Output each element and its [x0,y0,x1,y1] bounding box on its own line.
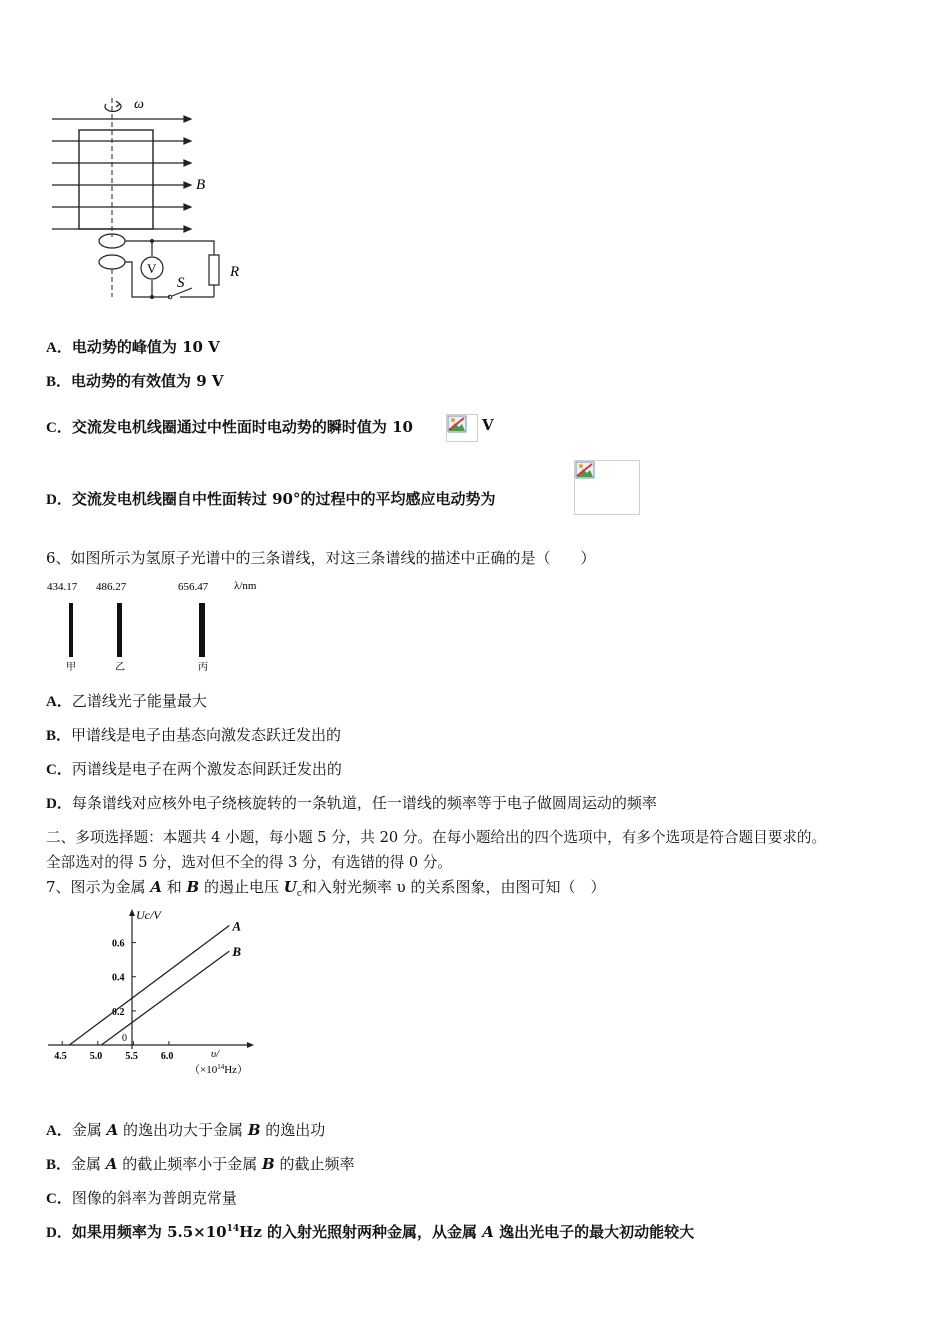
generator-circuit-figure [46,92,256,304]
spectrum-line-value-3: 656.47 [178,581,209,593]
series-label-b: B [232,944,242,960]
option-part: 图像的斜率为普朗克常量 [71,1189,237,1207]
q7-stem [46,876,606,899]
x-tick-label: 5.0 [89,1051,103,1062]
option-letter: B． [46,374,72,390]
y-tick-label: 0.4 [112,972,125,984]
option-letter: B． [46,1157,72,1173]
section2-instructions-line2: 全部选对的得 5 分，选对但不全的得 3 分，有选错的得 0 分。 [46,854,452,871]
coil [79,130,153,229]
spectrum-line-name-1: 甲 [66,662,76,673]
q6-option-b [46,724,341,745]
x-unit-part1: （×10 [189,1064,218,1076]
broken-image-formula-c [446,414,478,442]
resistor [209,255,219,285]
spectrum-line-value-2: 486.27 [96,581,127,593]
q7-stem-a: A [150,878,162,896]
omega-label: ω [134,97,144,112]
spectrum-line-name-2: 乙 [115,662,125,673]
q6-option-d [46,792,657,813]
spectrum-unit: λ/nm [234,580,257,592]
option-letter: C． [46,420,72,436]
x-axis-unit [189,1063,248,1076]
x-tick-label: 6.0 [160,1051,174,1062]
option-letter: D． [46,1225,72,1241]
option-letter: D． [46,492,72,508]
y-axis-arrow [129,909,135,916]
option-part: 逸出光电子的最大初动能较大 [493,1223,695,1241]
magnetic-field-lines [52,116,191,232]
origin-label: 0 [122,1033,127,1044]
option-part-italic: A [482,1223,494,1241]
q7-stem-uc: U [283,878,297,896]
option-part: 的截止频率 [274,1155,355,1173]
q7-option-a [46,1119,325,1140]
section2-instructions-line1: 二、多项选择题：本题共 4 小题，每小题 5 分，共 20 分。在每小题给出的四个选项中，有多个选项是符合题目要求的。 [46,829,827,846]
y-tick-label: 0.6 [112,938,125,950]
spectrum-line-value-1: 434.17 [47,581,78,593]
option-letter: A． [46,694,72,710]
q5-option-c-unit: V [482,416,494,434]
option-part: 金属 [71,1121,107,1139]
q5-option-a [46,336,220,357]
y-tick-label: 0.2 [112,1006,125,1018]
spectrum-line-bing [199,603,205,657]
slip-ring-lower [99,255,125,269]
option-part-italic: B [261,1155,275,1173]
q5-option-b [46,370,224,391]
option-part-italic: A [106,1121,119,1139]
x-axis-label: υ/ [211,1048,220,1060]
x-tick-label: 4.5 [54,1051,67,1062]
x-axis-arrow [247,1042,254,1048]
q6-stem: 6、如图所示为氢原子光谱中的三条谱线，对这三条谱线的描述中正确的是（ ） [46,549,596,567]
q6-option-a [46,690,207,711]
option-part: 的逸出功 [260,1121,326,1139]
x-tick-label: 5.5 [125,1051,138,1062]
spectrum-line-yi [117,603,122,657]
option-part-italic: A [105,1155,118,1173]
chart-series [69,919,241,1045]
option-text: 电动势的有效值为 9 V [71,372,224,390]
q5-option-c [46,416,413,437]
stopping-voltage-chart [40,905,280,1085]
q6-option-c [46,758,342,779]
switch-label: S [177,275,185,291]
q7-option-d [46,1221,694,1242]
option-part: 如果用频率为 5.5×10 [71,1223,227,1241]
circuit-wires [125,241,214,297]
spectrum-line-jia [69,603,73,657]
voltmeter-label: V [147,261,157,276]
x-unit-exp: 14 [217,1063,225,1071]
option-letter: D． [46,796,72,812]
option-part-italic: B [247,1121,261,1139]
x-unit-part2: Hz） [224,1064,249,1076]
q7-stem-post: 和入射光频率 υ 的关系图象，由图可知（ ） [301,878,606,896]
option-text: 甲谱线是电子由基态向激发态跃迁发出的 [71,726,342,744]
option-letter: A． [46,340,72,356]
q7-stem-mid2: 的遏止电压 [199,878,284,896]
broken-image-formula-d [574,460,640,515]
option-text: 乙谱线光子能量最大 [71,692,207,710]
option-part: 的逸出功大于金属 [118,1121,248,1139]
option-text: 交流发电机线圈通过中性面时电动势的瞬时值为 10 [71,418,413,436]
q5-option-d [46,488,495,509]
option-part: 的截止频率小于金属 [117,1155,262,1173]
option-letter: A． [46,1123,72,1139]
q7-stem-mid: 和 [161,878,187,896]
q7-stem-b: B [186,878,200,896]
option-part: Hz 的入射光照射两种金属，从金属 [239,1223,483,1241]
option-letter: C． [46,1191,72,1207]
option-part: 金属 [71,1155,106,1173]
hydrogen-spectrum-figure [44,576,274,676]
option-part-sup: 14 [226,1224,240,1234]
q7-stem-pre: 7、图示为金属 [46,878,151,896]
field-b-label: B [196,177,206,193]
option-text: 丙谱线是电子在两个激发态间跃迁发出的 [71,760,342,778]
option-text: 电动势的峰值为 10 V [71,338,220,356]
series-label-a: A [232,918,242,934]
rotation-arrow-icon [105,101,121,111]
option-text: 每条谱线对应核外电子绕核旋转的一条轨道，任一谱线的频率等于电子做圆周运动的频率 [71,794,657,812]
series-line-b [101,951,229,1045]
broken-image-icon [575,461,595,479]
q7-option-b [46,1153,354,1174]
option-letter: B． [46,728,72,744]
resistor-label: R [230,264,240,280]
series-line-a [69,926,229,1045]
option-text: 交流发电机线圈自中性面转过 90°的过程中的平均感应电动势为 [71,490,496,508]
spectrum-line-name-3: 丙 [198,662,208,673]
q7-stem-uc-sub: c [296,889,302,899]
q7-option-c [46,1187,237,1208]
option-letter: C． [46,762,72,778]
broken-image-icon [447,415,467,433]
y-axis-label: Uc/V [136,908,161,922]
